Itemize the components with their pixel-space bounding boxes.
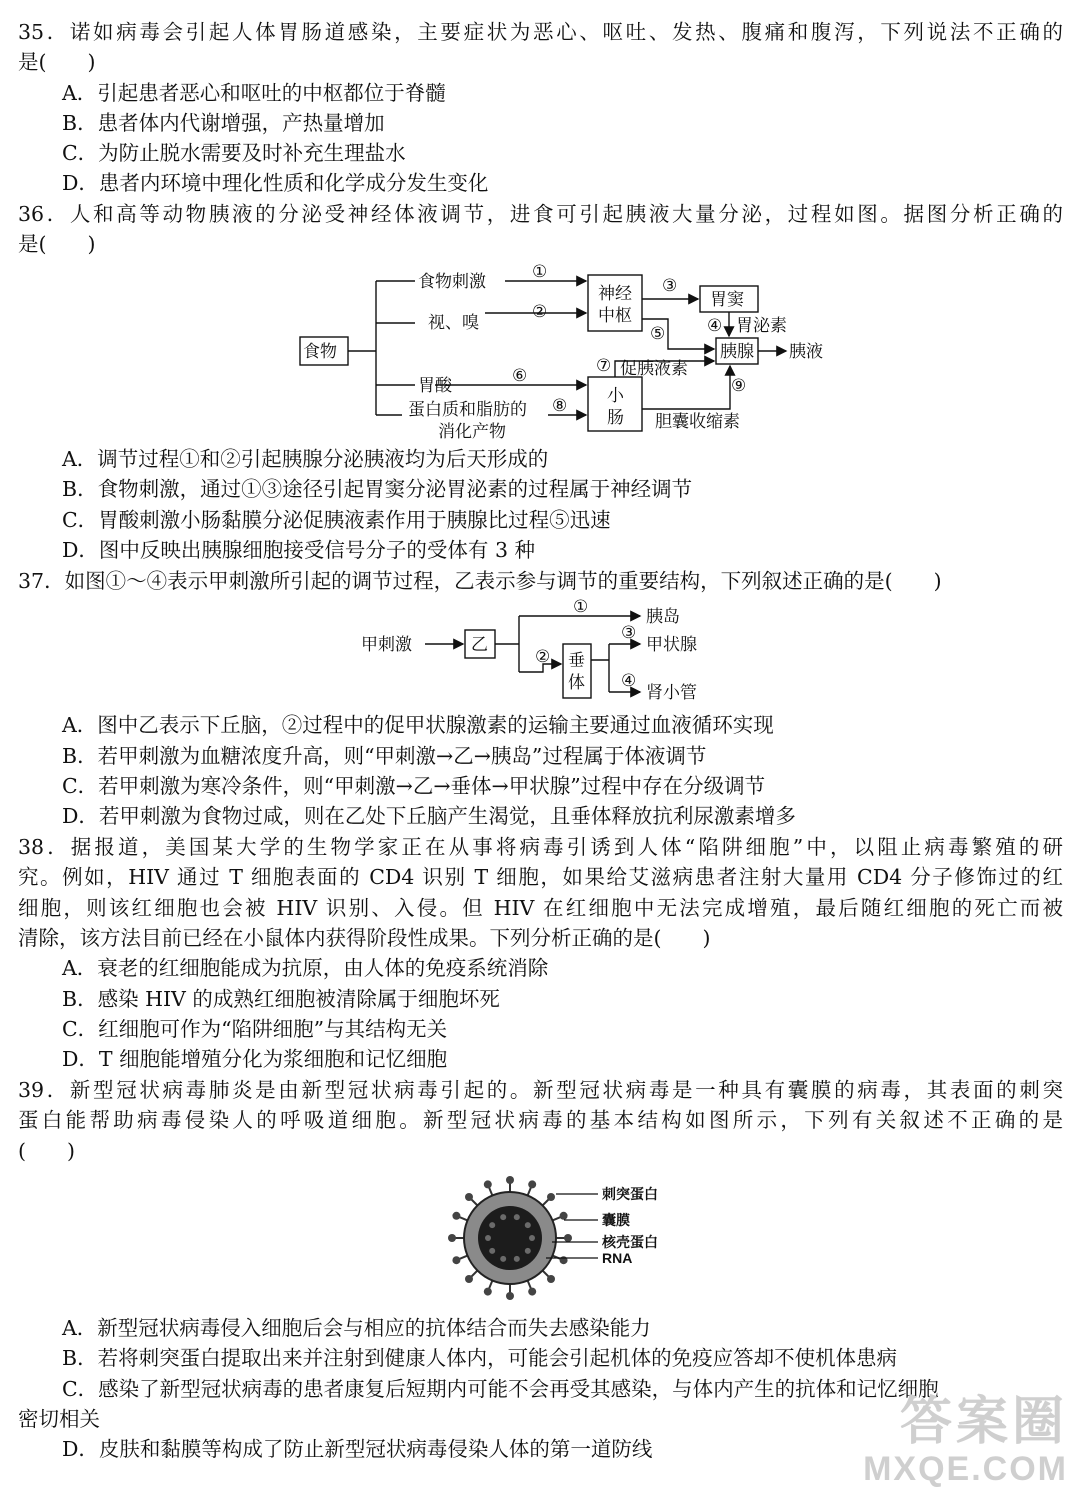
diagram-num-2: ② <box>532 302 548 322</box>
diagram-num-5: ⑤ <box>650 324 666 344</box>
diagram-label-nerve-2: 中枢 <box>598 306 632 326</box>
diagram-label-small-int-2: 肠 <box>607 408 624 428</box>
diagram-label-juice: 胰液 <box>789 342 823 362</box>
q38-stem-line1: 38．据报道，美国某大学的生物学家正在从事将病毒引诱到人体“陷阱细胞”中，以阻止病毒繁殖的研 <box>18 835 1063 859</box>
q36-stem-line2: 是( ) <box>18 232 96 256</box>
q37-stem: 37．如图①～④表示甲刺激所引起的调节过程，乙表示参与调节的重要结构，下列叙述正确的是( ) <box>18 569 942 593</box>
diagram-label-cck: 胆囊收缩素 <box>655 412 740 432</box>
nucleocapsid-dot <box>529 1235 535 1241</box>
stimulus-regulation-diagram <box>355 594 735 712</box>
spike-head <box>560 1256 568 1264</box>
q35-stem-line2: 是( ) <box>18 50 96 74</box>
diagram-num-4: ④ <box>707 316 723 336</box>
diagram-label-rna: RNA <box>602 1250 633 1266</box>
spike-head <box>448 1234 456 1242</box>
diagram-num-1: ① <box>532 262 548 282</box>
diagram-label-nucleocapsid: 核壳蛋白 <box>602 1235 658 1251</box>
diagram-num-3: ③ <box>662 276 678 296</box>
watermark-logo: 答案圈 MXQE.COM <box>863 1393 1068 1488</box>
nucleocapsid-dot <box>525 1248 531 1254</box>
diagram-label-envelope: 囊膜 <box>602 1213 630 1229</box>
diagram-label-nerve-1: 神经 <box>598 284 632 304</box>
nucleocapsid-dot <box>489 1248 495 1254</box>
diagram-num-2: ② <box>535 647 551 667</box>
spike-head <box>484 1288 492 1296</box>
diagram-label-digest-1: 蛋白质和脂肪的 <box>408 400 527 420</box>
q38-option-d: D．T 细胞能增殖分化为浆细胞和记忆细胞 <box>62 1047 448 1071</box>
q38-option-b: B．感染 HIV 的成熟红细胞被清除属于细胞坏死 <box>62 987 500 1011</box>
diagram-num-1: ① <box>573 597 589 617</box>
diagram-label-food: 食物 <box>303 342 337 362</box>
diagram-label-stimulus: 甲刺激 <box>361 635 412 655</box>
diagram-num-4: ④ <box>621 671 637 691</box>
q36-option-b: B．食物刺激，通过①③途径引起胃窦分泌胃泌素的过程属于神经调节 <box>62 477 693 501</box>
q35-option-d: D．患者内环境中理化性质和化学成分发生变化 <box>62 171 489 195</box>
diagram-label-digest-2: 消化产物 <box>438 422 506 442</box>
diagram-label-gastric-acid: 胃酸 <box>418 376 452 396</box>
diagram-label-spike: 刺突蛋白 <box>602 1187 658 1203</box>
q38-option-c: C．红细胞可作为“陷阱细胞”与其结构无关 <box>62 1017 448 1041</box>
nucleocapsid-dot <box>500 1256 506 1262</box>
diagram-num-9: ⑨ <box>731 376 747 396</box>
nucleocapsid-dot <box>489 1222 495 1228</box>
spike-head <box>506 1292 514 1300</box>
coronavirus-structure-diagram <box>448 1170 718 1310</box>
diagram-label-pancreas: 胰腺 <box>720 342 754 362</box>
spike-head <box>465 1275 473 1283</box>
q38-option-a: A．衰老的红细胞能成为抗原，由人体的免疫系统消除 <box>62 956 549 980</box>
q39-option-b: B．若将刺突蛋白提取出来并注射到健康人体内，可能会引起机体的免疫应答却不使机体患病 <box>62 1346 898 1370</box>
spike-head <box>564 1234 572 1242</box>
spike-head <box>452 1256 460 1264</box>
spike-head <box>547 1275 555 1283</box>
diagram-label-yi: 乙 <box>471 635 488 655</box>
nucleocapsid-dot <box>525 1222 531 1228</box>
q38-stem-line3: 细胞，则该红细胞也会被 HIV 识别、入侵。但 HIV 在红细胞中无法完成增殖，最后随红细胞的死亡而被 <box>18 896 1063 920</box>
diagram-label-small-int-1: 小 <box>607 386 624 406</box>
spike-head <box>528 1288 536 1296</box>
q35-stem-line1: 35．诺如病毒会引起人体胃肠道感染，主要症状为恶心、呕吐、发热、腹痛和腹泻，下列说法不正确的 <box>18 20 1063 44</box>
q36-option-c: C．胃酸刺激小肠黏膜分泌促胰液素作用于胰腺比过程⑤迅速 <box>62 508 611 532</box>
diagram-num-6: ⑥ <box>512 366 528 386</box>
q35-option-a: A．引起患者恶心和呕吐的中枢都位于脊髓 <box>62 81 446 105</box>
pancreas-regulation-diagram <box>290 255 850 445</box>
diagram-label-pituitary-1: 垂 <box>568 651 585 671</box>
q37-option-d: D．若甲刺激为食物过咸，则在乙处下丘脑产生渴觉，且垂体释放抗利尿激素增多 <box>62 804 796 828</box>
diagram-label-islet: 胰岛 <box>646 607 680 627</box>
diagram-num-7: ⑦ <box>596 356 612 376</box>
q39-option-c: C．感染了新型冠状病毒的患者康复后短期内可能不会再受其感染，与体内产生的抗体和记忆细胞 <box>62 1377 939 1401</box>
q37-option-c: C．若甲刺激为寒冷条件，则“甲刺激→乙→垂体→甲状腺”过程中存在分级调节 <box>62 774 766 798</box>
diagram-num-3: ③ <box>621 623 637 643</box>
spike-head <box>547 1193 555 1201</box>
spike-head <box>528 1180 536 1188</box>
diagram-label-sight-smell: 视、嗅 <box>428 313 479 333</box>
diagram-label-secretin: 促胰液素 <box>620 359 688 379</box>
q38-stem-line2: 究。例如，HIV 通过 T 细胞表面的 CD4 识别 T 细胞，如果给艾滋病患者注射大量用 CD4 分子修饰过的红 <box>18 865 1063 889</box>
q37-option-b: B．若甲刺激为血糖浓度升高，则“甲刺激→乙→胰岛”过程属于体液调节 <box>62 744 707 768</box>
spike-head <box>484 1180 492 1188</box>
diagram-label-pituitary-2: 体 <box>568 673 585 693</box>
diagram-label-antrum: 胃窦 <box>710 290 744 310</box>
spike-head <box>506 1176 514 1184</box>
q36-option-d: D．图中反映出胰腺细胞接受信号分子的受体有 3 种 <box>62 538 536 562</box>
q38-stem-line4: 清除，该方法目前已经在小鼠体内获得阶段性成果。下列分析正确的是( ) <box>18 926 711 950</box>
q39-option-c-continued: 密切相关 <box>18 1407 100 1431</box>
q36-option-a: A．调节过程①和②引起胰腺分泌胰液均为后天形成的 <box>62 447 549 471</box>
q39-option-a: A．新型冠状病毒侵入细胞后会与相应的抗体结合而失去感染能力 <box>62 1316 651 1340</box>
q39-stem-line2: 蛋白能帮助病毒侵染人的呼吸道细胞。新型冠状病毒的基本结构如图所示，下列有关叙述不正确的是 <box>18 1108 1063 1132</box>
virus-illustration <box>448 1176 572 1300</box>
diagram-label-food-stimulus: 食物刺激 <box>418 272 486 292</box>
q37-option-a: A．图中乙表示下丘脑，②过程中的促甲状腺激素的运输主要通过血液循环实现 <box>62 713 774 737</box>
nucleocapsid-dot <box>514 1214 520 1220</box>
diagram-label-gastrin: 胃泌素 <box>736 316 787 336</box>
q39-option-d: D．皮肤和黏膜等构成了防止新型冠状病毒侵染人体的第一道防线 <box>62 1437 653 1461</box>
spike-head <box>465 1193 473 1201</box>
spike-head <box>560 1212 568 1220</box>
diagram-label-kidney: 肾小管 <box>646 683 697 703</box>
nucleocapsid-dot <box>500 1214 506 1220</box>
diagram-label-thyroid: 甲状腺 <box>646 635 697 655</box>
q39-stem-line3: ( ) <box>18 1139 75 1163</box>
q39-stem-line1: 39．新型冠状病毒肺炎是由新型冠状病毒引起的。新型冠状病毒是一种具有囊膜的病毒，其表面的刺突 <box>18 1078 1063 1102</box>
diagram-num-8: ⑧ <box>552 396 568 416</box>
q36-stem-line1: 36．人和高等动物胰液的分泌受神经体液调节，进食可引起胰液大量分泌，过程如图。据图分析正确的 <box>18 202 1063 226</box>
spike-head <box>452 1212 460 1220</box>
q35-option-c: C．为防止脱水需要及时补充生理盐水 <box>62 141 406 165</box>
nucleocapsid-dot <box>514 1256 520 1262</box>
q35-option-b: B．患者体内代谢增强，产热量增加 <box>62 111 385 135</box>
nucleocapsid-dot <box>485 1235 491 1241</box>
